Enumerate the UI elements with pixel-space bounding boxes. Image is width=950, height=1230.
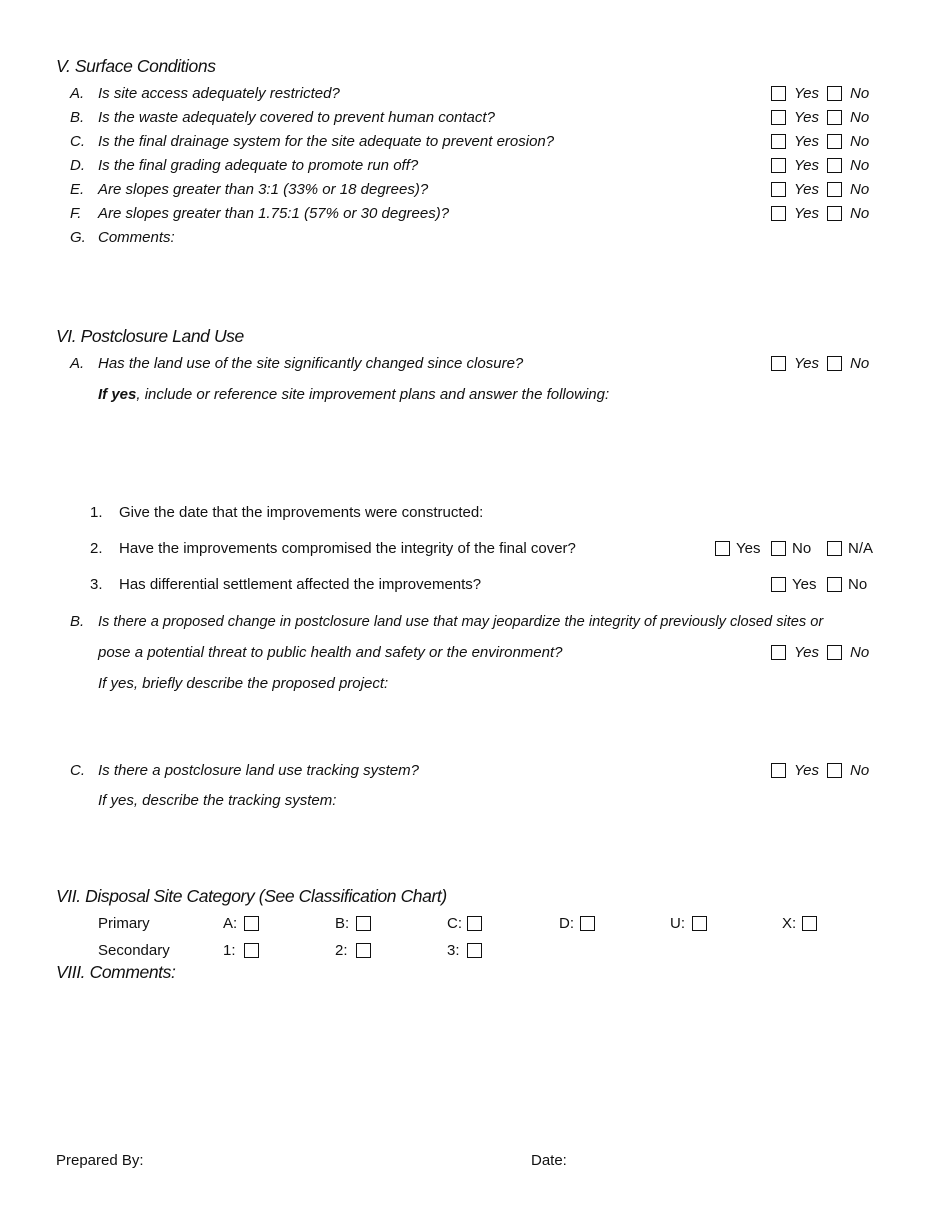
primary-d-checkbox[interactable] [580,916,595,931]
item-letter: F. [70,205,82,222]
vi-a-note [98,386,609,404]
no-label: No [850,109,870,126]
no-checkbox[interactable] [827,158,842,173]
item-letter: B. [70,109,85,126]
no-label: No [850,644,870,661]
primary-x-checkbox[interactable] [802,916,817,931]
note-bold: If yes [98,386,137,403]
item-letter: D. [70,157,85,174]
item-letter: G. [70,229,86,246]
yes-checkbox[interactable] [771,182,786,197]
no-label: No [850,205,870,222]
item-letter: C. [70,762,85,779]
secondary-label: Secondary [98,942,170,959]
item-letter: C. [70,133,85,150]
secondary-3-checkbox[interactable] [467,943,482,958]
no-checkbox[interactable] [827,206,842,221]
primary-c-checkbox[interactable] [467,916,482,931]
no-label: No [848,576,868,593]
na-label: N/A [848,540,874,557]
secondary-2-checkbox[interactable] [356,943,371,958]
option-label: C: [447,915,462,932]
yes-checkbox[interactable] [771,206,786,221]
no-label: No [850,762,870,779]
option-label: 2: [335,942,348,959]
section-viii-title: VIII. Comments: [56,962,176,982]
question-text: Is there a postclosure land use tracking system? [98,762,419,779]
no-checkbox[interactable] [771,541,786,556]
subitem-number: 3. [90,576,103,593]
no-label: No [850,157,870,174]
yes-checkbox[interactable] [771,110,786,125]
subitem-text: Give the date that the improvements were constructed: [119,504,484,521]
option-label: 1: [223,942,236,959]
no-checkbox[interactable] [827,763,842,778]
no-checkbox[interactable] [827,134,842,149]
no-checkbox[interactable] [827,356,842,371]
option-label: 3: [447,942,460,959]
yes-checkbox[interactable] [771,763,786,778]
yes-checkbox[interactable] [771,158,786,173]
yes-checkbox[interactable] [771,86,786,101]
no-checkbox[interactable] [827,577,842,592]
yes-label: Yes [794,109,820,126]
section-v-title: V. Surface Conditions [56,56,216,76]
question-text: Are slopes greater than 1.75:1 (57% or 30 degrees)? [98,205,450,222]
section-vii-title: VII. Disposal Site Category (See Classification Chart) [56,886,447,906]
subitem-text: Has differential settlement affected the improvements? [119,576,482,593]
yes-label: Yes [794,762,820,779]
primary-b-checkbox[interactable] [356,916,371,931]
yes-checkbox[interactable] [771,645,786,660]
question-text: Is the final drainage system for the site adequate to prevent erosion? [98,133,555,150]
yes-checkbox[interactable] [771,356,786,371]
vi-b-note: If yes, briefly describe the proposed project: [98,675,389,692]
prepared-by-label: Prepared By: [56,1152,144,1169]
subitem-number: 1. [90,504,103,521]
comments-label: Comments: [98,229,175,246]
primary-label: Primary [98,915,150,932]
subitem-number: 2. [90,540,103,557]
question-text: Are slopes greater than 3:1 (33% or 18 degrees)? [98,181,429,198]
note-rest: , include or reference site improvement plans and answer the following: [136,386,610,403]
yes-label: Yes [794,355,820,372]
no-label: No [850,133,870,150]
question-text: Has the land use of the site significantly changed since closure? [98,355,524,372]
no-checkbox[interactable] [827,182,842,197]
yes-checkbox[interactable] [771,577,786,592]
question-text: Is the waste adequately covered to prevent human contact? [98,109,495,126]
yes-label: Yes [794,133,820,150]
no-label: No [850,181,870,198]
option-label: A: [223,915,238,932]
item-letter: B. [70,613,85,630]
yes-checkbox[interactable] [771,134,786,149]
section-vi-title: VI. Postclosure Land Use [56,326,244,346]
option-label: U: [670,915,685,932]
secondary-1-checkbox[interactable] [244,943,259,958]
date-label: Date: [531,1152,567,1169]
question-text-line-1: Is there a proposed change in postclosure land use that may jeopardize the integrity of previously closed sites or [98,614,824,630]
yes-label: Yes [794,85,820,102]
item-letter: E. [70,181,85,198]
yes-checkbox[interactable] [715,541,730,556]
no-checkbox[interactable] [827,86,842,101]
no-label: No [850,85,870,102]
no-label: No [850,355,870,372]
option-label: X: [782,915,797,932]
no-label: No [792,540,812,557]
subitem-text: Have the improvements compromised the integrity of the final cover? [119,540,576,557]
primary-u-checkbox[interactable] [692,916,707,931]
question-text-line-2: pose a potential threat to public health and safety or the environment? [98,644,563,661]
yes-label: Yes [792,576,817,593]
yes-label: Yes [794,181,820,198]
yes-label: Yes [794,205,820,222]
no-checkbox[interactable] [827,110,842,125]
item-letter: A. [70,85,85,102]
question-text: Is the final grading adequate to promote run off? [98,157,419,174]
no-checkbox[interactable] [827,645,842,660]
yes-label: Yes [736,540,761,557]
yes-label: Yes [794,644,820,661]
option-label: D: [559,915,574,932]
yes-label: Yes [794,157,820,174]
question-text: Is site access adequately restricted? [98,85,340,102]
primary-a-checkbox[interactable] [244,916,259,931]
vi-c-note: If yes, describe the tracking system: [98,792,337,809]
item-letter: A. [70,355,85,372]
option-label: B: [335,915,350,932]
na-checkbox[interactable] [827,541,842,556]
